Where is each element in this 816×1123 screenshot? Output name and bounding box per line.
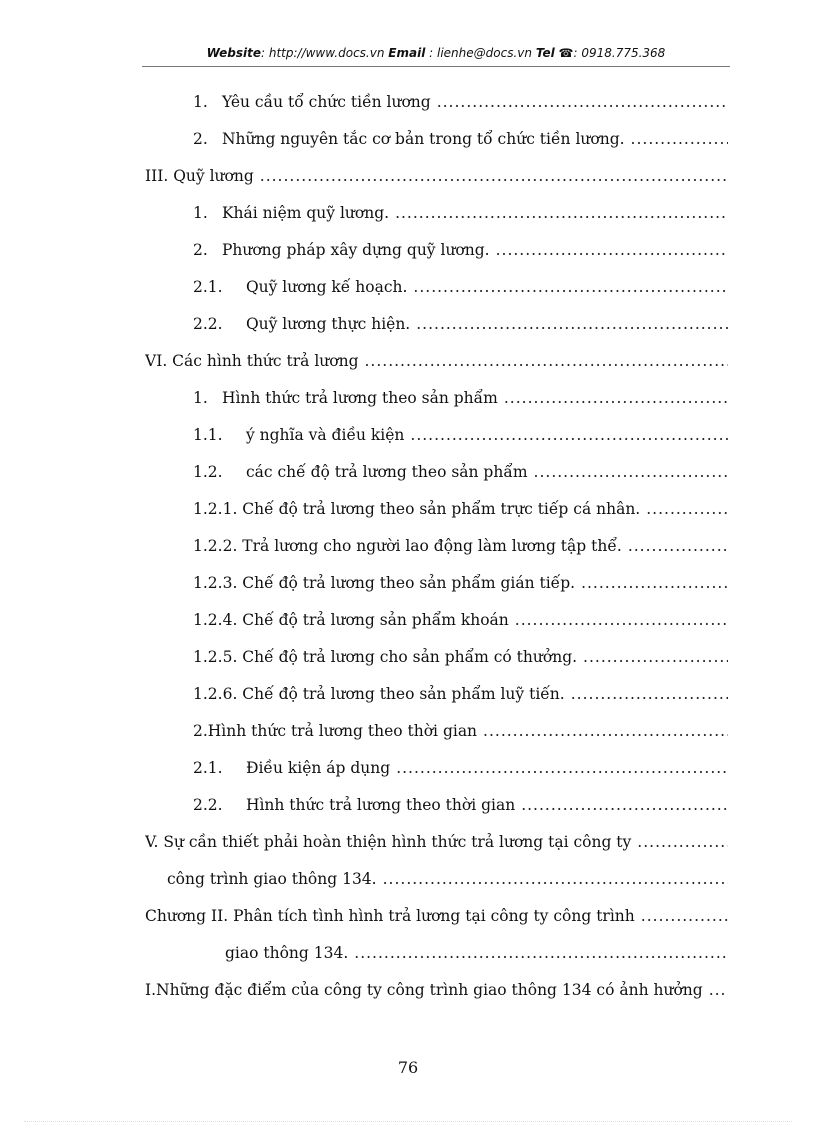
- website-value: : http://www.docs.vn: [261, 46, 385, 60]
- toc-entry: [193, 93, 728, 119]
- toc-entry-label: 1.2.3. Chế độ trả lương theo sản phẩm gián tiếp.: [193, 574, 576, 592]
- toc-entry: [193, 537, 728, 563]
- toc-entry-label: III. Quỹ lương: [145, 167, 254, 185]
- toc-entry-label: các chế độ trả lương theo sản phẩm: [245, 463, 528, 481]
- dot-leader: [410, 426, 728, 444]
- dot-leader: [631, 130, 728, 148]
- toc-entry: [193, 759, 728, 785]
- toc-entry: [193, 130, 728, 156]
- dot-leader: [396, 759, 728, 777]
- dot-leader: [581, 574, 728, 592]
- toc-entry: [193, 204, 728, 230]
- toc-entry-text: [193, 241, 496, 259]
- dot-leader: [583, 648, 728, 666]
- toc-entry-label: I.Những đặc điểm của công ty công trình giao thông 134 có ảnh hưởng: [145, 981, 703, 999]
- phone-icon: ☎: [558, 46, 574, 60]
- toc-entry-text: [193, 389, 504, 407]
- toc-entry-number: 2.2.: [193, 796, 223, 814]
- toc-entry-label: Điều kiện áp dụng: [245, 759, 391, 777]
- toc-entry: [145, 167, 728, 193]
- toc-entry-number: 1.2.: [193, 463, 223, 481]
- dot-leader: [395, 204, 728, 222]
- dot-leader: [521, 796, 728, 814]
- dot-leader: [416, 315, 728, 333]
- toc-entry-label: ý nghĩa và điều kiện: [245, 426, 405, 444]
- toc-entry: [167, 870, 728, 896]
- toc-entry: [145, 833, 728, 859]
- toc-entry-label: Những nguyên tắc cơ bản trong tổ chức tiền lương.: [221, 130, 625, 148]
- toc-entry: [193, 574, 728, 600]
- toc-entry-text: [193, 315, 416, 333]
- toc-entry-label: Quỹ lương kế hoạch.: [245, 278, 408, 296]
- toc-entry: [193, 315, 728, 341]
- toc-entry: [145, 352, 728, 378]
- dot-leader: [709, 981, 728, 999]
- toc-entry-label: Yêu cầu tổ chức tiền lương: [221, 93, 431, 111]
- header-divider: [142, 66, 730, 67]
- toc-entry-number: 2.1.: [193, 278, 223, 296]
- toc-entry-label: 1.2.1. Chế độ trả lương theo sản phẩm trực tiếp cá nhân.: [193, 500, 641, 518]
- email-label: Email: [388, 46, 426, 60]
- dot-leader: [571, 685, 728, 703]
- page-bottom-edge: [24, 1121, 792, 1122]
- toc-entry-number: 2.2.: [193, 315, 223, 333]
- toc-entry: [193, 241, 728, 267]
- toc-entry-number: 2.1.: [193, 759, 223, 777]
- dot-leader: [496, 241, 728, 259]
- toc-entry-label: công trình giao thông 134.: [167, 870, 377, 888]
- toc-entry-label: Hình thức trả lương theo sản phẩm: [221, 389, 498, 407]
- toc-entry-label: 1.2.4. Chế độ trả lương sản phẩm khoán: [193, 611, 509, 629]
- tel-label: Tel: [535, 46, 555, 60]
- dot-leader: [641, 907, 728, 925]
- toc-entry: [225, 944, 728, 970]
- toc-entry: [193, 685, 728, 711]
- toc-entry-number: 2.: [193, 241, 208, 259]
- toc-entry-number: 1.: [193, 204, 208, 222]
- dot-leader: [628, 537, 728, 555]
- dot-leader: [354, 944, 728, 962]
- toc-entry-label: Quỹ lương thực hiện.: [245, 315, 411, 333]
- toc-entry-text: [193, 796, 521, 814]
- dot-leader: [383, 870, 728, 888]
- toc-entry-number: 1.: [193, 389, 208, 407]
- toc-entry: [193, 648, 728, 674]
- toc-entry-number: 1.: [193, 93, 208, 111]
- toc-entry-label: Hình thức trả lương theo thời gian: [245, 796, 516, 814]
- toc-entry: [193, 722, 728, 748]
- toc-entry-label: VI. Các hình thức trả lương: [145, 352, 359, 370]
- toc-entry-text: [193, 93, 437, 111]
- toc-entry-label: Phương pháp xây dựng quỹ lương.: [221, 241, 490, 259]
- dot-leader: [260, 167, 728, 185]
- toc-entry: [193, 426, 728, 452]
- toc-entry-label: 1.2.6. Chế độ trả lương theo sản phẩm luỹ tiến.: [193, 685, 565, 703]
- toc-entry: [145, 907, 728, 933]
- toc-entry: [193, 796, 728, 822]
- toc-entry-label: giao thông 134.: [225, 944, 349, 962]
- toc-entry: [193, 463, 728, 489]
- dot-leader: [365, 352, 729, 370]
- toc-entry-text: [193, 759, 396, 777]
- toc-entry-number: 2.: [193, 130, 208, 148]
- dot-leader: [637, 833, 728, 851]
- dot-leader: [534, 463, 728, 481]
- toc-entry-label: Chương II. Phân tích tình hình trả lương tại công ty công trình: [145, 907, 635, 925]
- email-value: : lienhe@docs.vn: [429, 46, 532, 60]
- toc-entry-text: [193, 463, 534, 481]
- dot-leader: [483, 722, 728, 740]
- toc-entry: [193, 278, 728, 304]
- dot-leader: [504, 389, 728, 407]
- toc-entry-label: 1.2.2. Trả lương cho người lao động làm lương tập thể.: [193, 537, 622, 555]
- toc-entry-label: Khái niệm quỹ lương.: [221, 204, 390, 222]
- toc-entry: [145, 981, 728, 1007]
- website-label: Website: [206, 46, 261, 60]
- dot-leader: [437, 93, 728, 111]
- tel-value: : 0918.775.368: [573, 46, 666, 60]
- toc-entry-text: [193, 130, 631, 148]
- toc-entry-label: 1.2.5. Chế độ trả lương cho sản phẩm có thưởng.: [193, 648, 578, 666]
- toc-entry-text: [193, 426, 410, 444]
- dot-leader: [646, 500, 728, 518]
- toc-entry: [193, 611, 728, 637]
- dot-leader: [413, 278, 728, 296]
- dot-leader: [515, 611, 728, 629]
- toc-entry-label: 2.Hình thức trả lương theo thời gian: [193, 722, 478, 740]
- toc-entry: [193, 500, 728, 526]
- toc-entry-text: [193, 278, 413, 296]
- toc-entry-label: V. Sự cần thiết phải hoàn thiện hình thức trả lương tại công ty: [145, 833, 632, 851]
- toc-entry-number: 1.1.: [193, 426, 223, 444]
- page-number: 76: [397, 1058, 419, 1077]
- page-header: [142, 46, 730, 60]
- toc-entry: [193, 389, 728, 415]
- toc-entry-text: [193, 204, 395, 222]
